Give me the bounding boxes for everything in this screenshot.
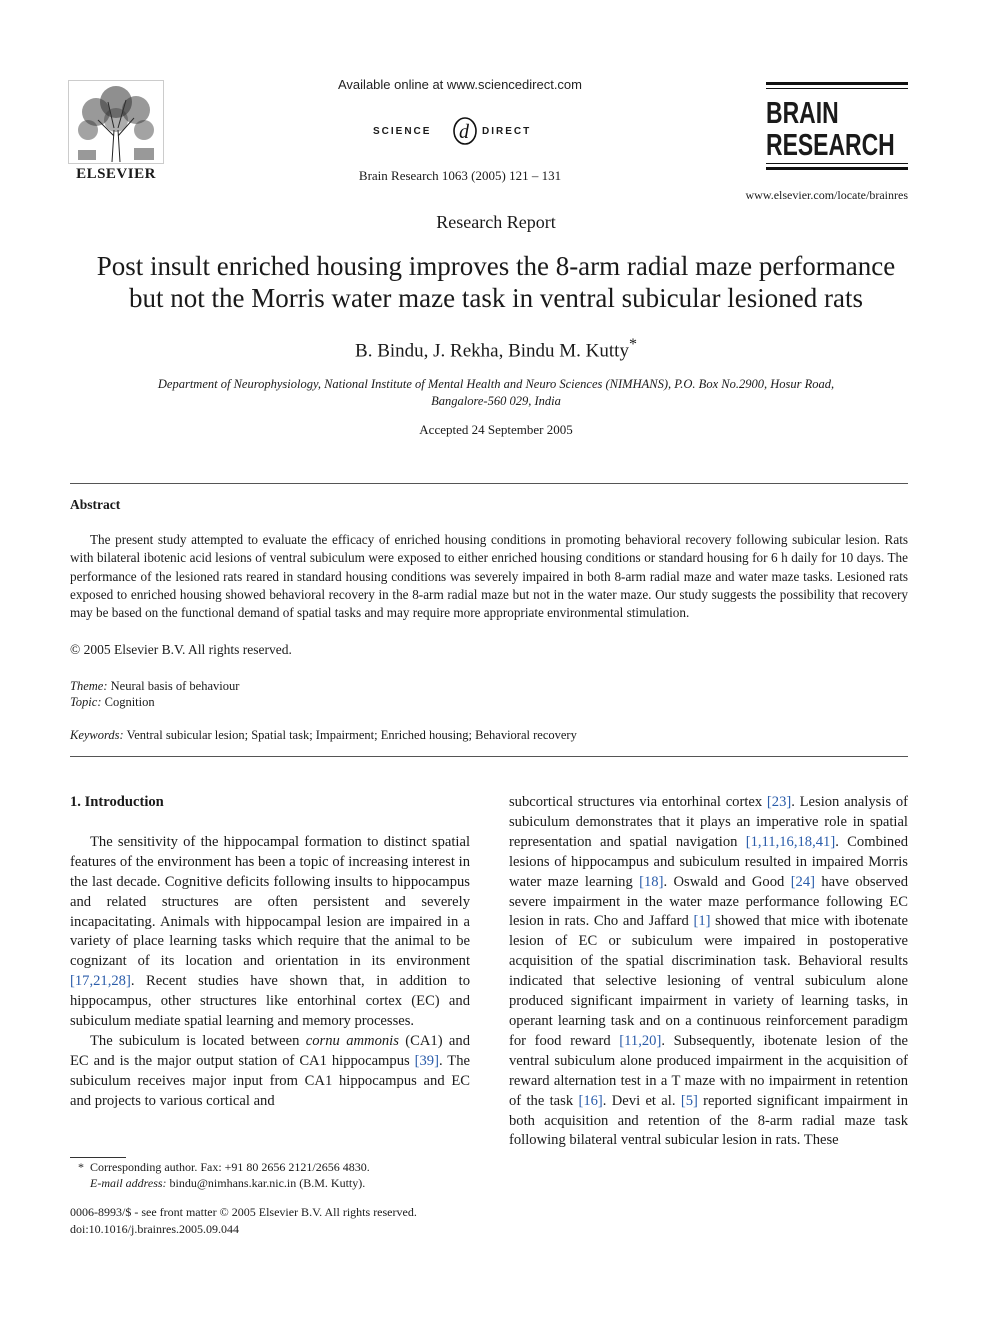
paragraph-2-text-a: The subiculum is located between xyxy=(90,1032,306,1049)
paragraph-3-text: . Subsequently, ibotenate lesion of the ventral subiculum alone produced impairment in the acquisition of reward alternation test in a T maze with no impairment in retention of the task xyxy=(509,1032,908,1109)
footnote-email xyxy=(70,1175,470,1191)
footnote-corresponding xyxy=(70,1159,470,1175)
body-column-left xyxy=(70,793,470,1112)
paragraph-2 xyxy=(70,1032,470,1112)
sciencedirect-right-text: DIRECT xyxy=(482,126,532,137)
available-online-text: Available online at www.sciencedirect.com xyxy=(338,77,582,92)
footnote-divider xyxy=(70,1157,126,1158)
paragraph-3-text: have observed severe impairment in the water maze performance following EC lesion in rats. Cho and Jaffard xyxy=(509,873,908,930)
divider-top xyxy=(70,483,908,484)
elsevier-tree-icon xyxy=(68,80,164,164)
affiliation xyxy=(110,376,882,410)
paragraph-1-text-a: The sensitivity of the hippocampal formation to distinct spatial features of the environment has been a topic of increasing interest in the last decade. Cognitive deficits following insults to hippocampus and related structures are often persistent and severely incapacitating. Animals with hippocampal lesion are impaired in a variety of place learning tasks which require that the animal to be cognizant of its location and orientation in its environment xyxy=(70,833,470,970)
sciencedirect-left-text: SCIENCE xyxy=(373,126,432,137)
article-type: Research Report xyxy=(436,212,556,232)
issn-doi-block xyxy=(70,1204,490,1238)
reference-link[interactable]: [1,11,16,18,41] xyxy=(745,833,836,850)
article-title xyxy=(60,250,932,314)
journal-name-line2: RESEARCH xyxy=(766,127,895,162)
paragraph-3-text: . Devi et al. xyxy=(602,1092,681,1109)
paragraph-3-text: . Oswald and Good xyxy=(663,873,791,890)
footnote-email-label: E-mail address: xyxy=(90,1176,167,1190)
topic-label: Topic: xyxy=(70,695,102,709)
footnote-corresponding-text: Corresponding author. Fax: +91 80 2656 2121/2656 4830. xyxy=(90,1160,370,1174)
paragraph-3 xyxy=(509,793,908,1151)
reference-link[interactable]: [23] xyxy=(766,794,792,810)
paragraph-2-text-b: (CA1) and EC and is the major output station of CA1 hippocampus xyxy=(70,1032,470,1069)
journal-citation: Brain Research 1063 (2005) 121 – 131 xyxy=(358,168,562,183)
title-line-2: but not the Morris water maze task in ventral subicular lesioned rats xyxy=(128,283,864,313)
sciencedirect-logo xyxy=(360,112,560,152)
journal-name-line1: BRAIN xyxy=(766,95,839,130)
paragraph-3-text: . Lesion analysis of subiculum demonstrates that it plays an imperative role in spatial representation and spatial navigation xyxy=(509,794,908,850)
brand-rule-top xyxy=(766,82,908,85)
reference-link[interactable]: [5] xyxy=(680,1092,698,1109)
paragraph-3-text: reported significant impairment in both acquisition and retention of the 8-arm radial maze task following bilateral ventral subicular lesion in rats. These xyxy=(509,1092,908,1149)
reference-link[interactable]: [39] xyxy=(414,1052,439,1069)
elsevier-logo xyxy=(68,80,164,186)
corresponding-author-mark[interactable]: * xyxy=(628,336,637,353)
sciencedirect-d-icon xyxy=(452,114,478,146)
journal-brand xyxy=(766,82,908,170)
svg-text:d: d xyxy=(459,121,469,143)
keywords-value: Ventral subicular lesion; Spatial task; Impairment; Enriched housing; Behavioral recovery xyxy=(126,728,577,742)
abstract-heading: Abstract xyxy=(70,497,121,512)
theme-value: Neural basis of behaviour xyxy=(110,679,240,693)
keywords-line xyxy=(70,728,577,743)
affiliation-line-1: Department of Neurophysiology, National Institute of Mental Health and Neuro Sciences (NIMHANS), P.O. Box No.2900, Hosur Road, xyxy=(157,377,835,391)
brand-rule-bottom xyxy=(766,167,908,170)
abstract-body: The present study attempted to evaluate the efficacy of enriched housing conditions in promoting behavioral recovery following subicular lesion. Rats with bilateral ibotenic acid lesions of ventral subiculum were exposed to either enriched housing conditions or standard housing for 6 h daily for 10 days. The performance of the lesioned rats reared in standard housing conditions was severely impaired in both 8-arm radial maze and water maze tasks. Lesioned rats exposed to enriched housing showed behavioral recovery in the 8-arm radial maze but not in the water maze. Our study suggests the possibility that recovery may be based on the functional demand of spatial tasks and may require more appropriate environmental stimulation. xyxy=(70,532,908,621)
topic-value: Cognition xyxy=(104,695,155,709)
footnote xyxy=(70,1159,470,1191)
paragraph-1-text-b: . Recent studies have shown that, in addition to hippocampus, other structures like entorhinal cortex (EC) and subiculum mediate spatial learning and memory processes. xyxy=(70,973,470,1030)
paragraph-3-text: showed that mice with ibotenate lesion of EC or subiculum were impaired in postoperative acquisition of the spatial discrimination task. Behavioral results indicated that selective lesioning of ventral subiculum alone produced significant impairment in variety of learning tasks, in operant learning task and on a continuous reinforcement paradigm for food reward xyxy=(509,913,908,1049)
reference-link[interactable]: [16] xyxy=(578,1092,603,1109)
accepted-date: Accepted 24 September 2005 xyxy=(419,422,573,437)
author-list xyxy=(296,336,696,362)
title-line-1: Post insult enriched housing improves the 8-arm radial maze performance xyxy=(96,251,896,281)
theme-label: Theme: xyxy=(70,679,108,693)
footnote-email-value[interactable]: bindu@nimhans.kar.nic.in (B.M. Kutty). xyxy=(169,1176,366,1190)
theme-line xyxy=(70,679,239,694)
doi-line[interactable]: doi:10.1016/j.brainres.2005.09.044 xyxy=(70,1222,239,1236)
elsevier-wordmark: ELSEVIER xyxy=(76,166,156,182)
reference-link[interactable]: [24] xyxy=(790,873,816,890)
journal-url[interactable]: www.elsevier.com/locate/brainres xyxy=(745,188,908,202)
paragraph-2-text-c: . The subiculum receives major input from CA1 hippocampus and EC and projects to various cortical and xyxy=(70,1052,470,1109)
abstract-copyright: © 2005 Elsevier B.V. All rights reserved. xyxy=(70,642,292,657)
reference-link[interactable]: [11,20] xyxy=(619,1032,662,1049)
affiliation-line-2: Bangalore-560 029, India xyxy=(431,394,561,408)
authors-text: B. Bindu, J. Rekha, Bindu M. Kutty xyxy=(355,340,629,362)
paragraph-2-emphasis: cornu ammonis xyxy=(305,1032,399,1049)
paragraph-3-text: . Combined lesions of hippocampus and subiculum resulted in impaired Morris water maze learning xyxy=(509,833,908,890)
brand-rule-top-thin xyxy=(766,88,908,89)
paragraph-3-text: subcortical structures via entorhinal cortex xyxy=(509,794,767,810)
brand-rule-bottom-thin xyxy=(766,163,908,164)
issn-line: 0006-8993/$ - see front matter © 2005 Elsevier B.V. All rights reserved. xyxy=(70,1205,417,1219)
journal-name xyxy=(766,97,907,161)
divider-bottom xyxy=(70,756,908,757)
reference-link[interactable]: [1] xyxy=(693,913,711,930)
keywords-label: Keywords: xyxy=(70,728,124,742)
body-column-right xyxy=(509,793,908,1151)
reference-link[interactable]: [18] xyxy=(639,873,664,890)
section-heading-introduction: 1. Introduction xyxy=(70,794,164,810)
footnote-mark: * xyxy=(78,1160,84,1174)
topic-line xyxy=(70,695,155,710)
reference-link[interactable]: [17,21,28] xyxy=(70,973,131,990)
paragraph-1 xyxy=(70,833,470,1032)
